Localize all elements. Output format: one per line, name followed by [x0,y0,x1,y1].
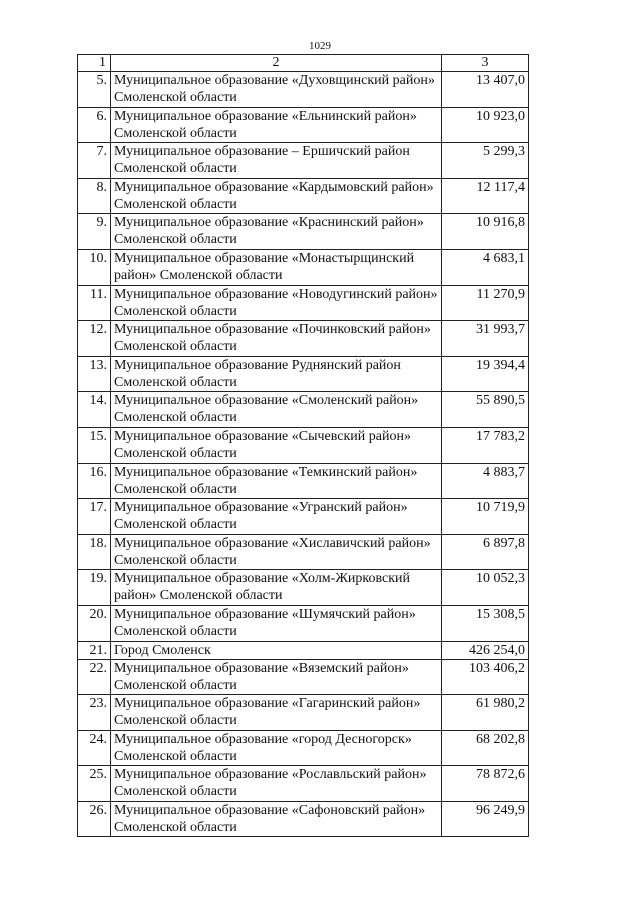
row-number: 21. [78,641,111,659]
amount-value: 17 783,2 [442,427,529,463]
table-row [78,214,529,250]
row-number: 19. [78,570,111,606]
municipality-name: Муниципальное образование Руднянский район Смоленской области [111,356,442,392]
row-number: 5. [78,72,111,108]
header-col-1: 1 [78,55,111,72]
amount-value: 103 406,2 [442,659,529,695]
amount-value: 10 719,9 [442,499,529,535]
table-row [78,143,529,179]
table-row [78,499,529,535]
municipality-name: Муниципальное образование «Краснинский район» Смоленской области [111,214,442,250]
row-number: 24. [78,730,111,766]
row-number: 17. [78,499,111,535]
row-number: 16. [78,463,111,499]
municipality-name: Муниципальное образование «Смоленский район» Смоленской области [111,392,442,428]
row-number: 9. [78,214,111,250]
municipality-name: Муниципальное образование «Починковский район» Смоленской области [111,321,442,357]
table-row [78,249,529,285]
table-row [78,321,529,357]
municipality-name: Муниципальное образование «город Десногорск» Смоленской области [111,730,442,766]
table-row [78,801,529,837]
table-row [78,534,529,570]
municipality-name: Муниципальное образование «Шумячский район» Смоленской области [111,605,442,641]
amount-value: 13 407,0 [442,72,529,108]
amount-value: 6 897,8 [442,534,529,570]
row-number: 14. [78,392,111,428]
amount-value: 96 249,9 [442,801,529,837]
table-row [78,356,529,392]
amount-value: 55 890,5 [442,392,529,428]
table-row [78,72,529,108]
table-body [78,72,529,837]
amount-value: 68 202,8 [442,730,529,766]
table-row [78,463,529,499]
municipality-name: Город Смоленск [111,641,442,659]
table-row [78,178,529,214]
amount-value: 426 254,0 [442,641,529,659]
amount-value: 78 872,6 [442,766,529,802]
municipality-name: Муниципальное образование «Вяземский район» Смоленской области [111,659,442,695]
municipality-name: Муниципальное образование «Темкинский район» Смоленской области [111,463,442,499]
municipality-name: Муниципальное образование «Кардымовский район» Смоленской области [111,178,442,214]
table-row [78,605,529,641]
header-col-3: 3 [442,55,529,72]
row-number: 6. [78,107,111,143]
row-number: 26. [78,801,111,837]
municipality-name: Муниципальное образование «Гагаринский район» Смоленской области [111,695,442,731]
row-number: 13. [78,356,111,392]
row-number: 7. [78,143,111,179]
budget-table [77,54,529,837]
row-number: 20. [78,605,111,641]
amount-value: 10 052,3 [442,570,529,606]
header-row [78,55,529,72]
municipality-name: Муниципальное образование «Духовщинский район» Смоленской области [111,72,442,108]
row-number: 18. [78,534,111,570]
row-number: 10. [78,249,111,285]
municipality-name: Муниципальное образование «Новодугинский район» Смоленской области [111,285,442,321]
table-row [78,570,529,606]
table-row [78,659,529,695]
table-row [78,285,529,321]
municipality-name: Муниципальное образование «Сафоновский район» Смоленской области [111,801,442,837]
municipality-name: Муниципальное образование «Хиславичский район» Смоленской области [111,534,442,570]
amount-value: 10 916,8 [442,214,529,250]
row-number: 22. [78,659,111,695]
amount-value: 61 980,2 [442,695,529,731]
amount-value: 11 270,9 [442,285,529,321]
municipality-name: Муниципальное образование «Рославльский район» Смоленской области [111,766,442,802]
row-number: 11. [78,285,111,321]
amount-value: 19 394,4 [442,356,529,392]
table-row [78,107,529,143]
header-col-2: 2 [111,55,442,72]
municipality-name: Муниципальное образование – Ершичский район Смоленской области [111,143,442,179]
municipality-name: Муниципальное образование «Сычевский район» Смоленской области [111,427,442,463]
table-row [78,695,529,731]
municipality-name: Муниципальное образование «Ельнинский район» Смоленской области [111,107,442,143]
row-number: 8. [78,178,111,214]
municipality-name: Муниципальное образование «Холм-Жирковский район» Смоленской области [111,570,442,606]
amount-value: 10 923,0 [442,107,529,143]
table-header [78,55,529,72]
table-row [78,730,529,766]
row-number: 12. [78,321,111,357]
table-row [78,766,529,802]
amount-value: 5 299,3 [442,143,529,179]
row-number: 25. [78,766,111,802]
table-row [78,427,529,463]
municipality-name: Муниципальное образование «Монастырщинский район» Смоленской области [111,249,442,285]
page-number: 1029 [309,40,331,52]
table-row [78,641,529,659]
table-row [78,392,529,428]
amount-value: 15 308,5 [442,605,529,641]
row-number: 15. [78,427,111,463]
amount-value: 4 683,1 [442,249,529,285]
row-number: 23. [78,695,111,731]
amount-value: 31 993,7 [442,321,529,357]
amount-value: 4 883,7 [442,463,529,499]
municipality-name: Муниципальное образование «Угранский район» Смоленской области [111,499,442,535]
amount-value: 12 117,4 [442,178,529,214]
